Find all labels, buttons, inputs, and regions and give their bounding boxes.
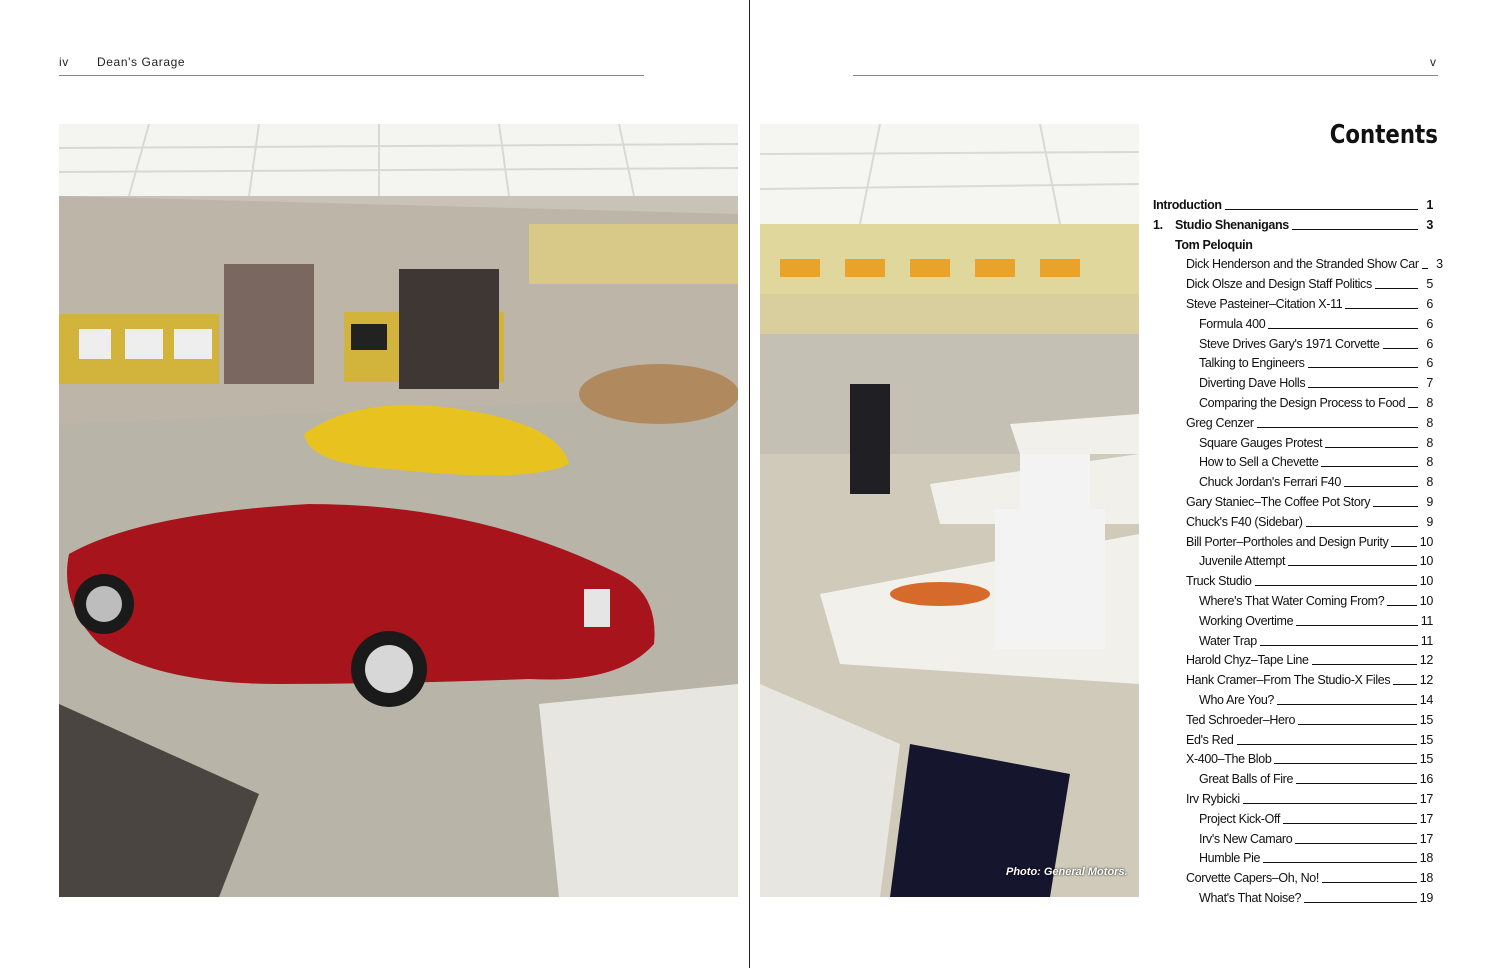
toc-leader-line bbox=[1260, 645, 1418, 646]
toc-entry[interactable] bbox=[1153, 432, 1433, 450]
toc-entry-title: Ed's Red bbox=[1186, 732, 1234, 747]
left-header-rule bbox=[59, 75, 644, 76]
toc-entry-title: Truck Studio bbox=[1186, 574, 1252, 589]
toc-entry-title: Humble Pie bbox=[1199, 851, 1261, 866]
toc-entry[interactable] bbox=[1153, 768, 1433, 786]
toc-entry-title: Where's That Water Coming From? bbox=[1199, 594, 1385, 608]
left-page-number: iv bbox=[59, 55, 69, 69]
toc-entry[interactable] bbox=[1153, 808, 1433, 826]
toc-page-number: 8 bbox=[1426, 475, 1433, 490]
toc-leader-line bbox=[1345, 308, 1418, 309]
toc-entry[interactable] bbox=[1153, 293, 1433, 311]
right-page-number: v bbox=[1430, 55, 1437, 69]
toc-page-number: 8 bbox=[1426, 455, 1433, 470]
toc-entry[interactable] bbox=[1153, 352, 1433, 370]
toc-entry[interactable] bbox=[1153, 669, 1433, 687]
toc-entry[interactable] bbox=[1153, 748, 1433, 766]
toc-page-number: 10 bbox=[1419, 574, 1433, 589]
toc-entry[interactable] bbox=[1153, 333, 1433, 351]
toc-entry[interactable] bbox=[1153, 570, 1433, 588]
running-title: Dean's Garage bbox=[97, 55, 186, 69]
toc-entry[interactable] bbox=[1153, 828, 1433, 846]
toc-entry[interactable] bbox=[1153, 234, 1433, 252]
toc-leader-line bbox=[1277, 704, 1417, 705]
toc-leader-line bbox=[1391, 546, 1416, 547]
toc-entry-title: Great Balls of Fire bbox=[1199, 772, 1294, 787]
toc-page-number: 9 bbox=[1426, 495, 1433, 509]
toc-leader-line bbox=[1393, 684, 1417, 685]
toc-leader-line bbox=[1255, 585, 1417, 586]
toc-entry-title: Dick Olsze and Design Staff Politics bbox=[1186, 277, 1372, 292]
toc-leader-line bbox=[1422, 268, 1428, 269]
toc-leader-line bbox=[1304, 902, 1417, 903]
toc-page-number: 12 bbox=[1419, 653, 1433, 668]
design-studio-photo-left bbox=[59, 124, 738, 897]
toc-entry[interactable] bbox=[1153, 649, 1433, 667]
toc-entry[interactable] bbox=[1153, 194, 1433, 212]
toc-page-number: 18 bbox=[1419, 851, 1433, 866]
toc-entry-title: Chuck Jordan's Ferrari F40 bbox=[1199, 475, 1341, 490]
toc-leader-line bbox=[1344, 486, 1418, 487]
toc-entry-title: How to Sell a Chevette bbox=[1199, 455, 1319, 470]
toc-entry[interactable] bbox=[1153, 590, 1433, 608]
toc-page-number: 17 bbox=[1419, 831, 1433, 846]
toc-page-number: 10 bbox=[1419, 534, 1433, 549]
toc-page-number: 10 bbox=[1419, 594, 1433, 608]
toc-leader-line bbox=[1263, 862, 1417, 863]
toc-entry[interactable] bbox=[1153, 214, 1433, 232]
contents-heading: Contents bbox=[1329, 120, 1438, 150]
right-header-rule bbox=[853, 75, 1438, 76]
toc-page-number: 6 bbox=[1426, 356, 1433, 371]
toc-leader-line bbox=[1292, 229, 1418, 230]
toc-chapter-number: 1. bbox=[1153, 217, 1163, 232]
toc-page-number: 3 bbox=[1426, 217, 1433, 232]
toc-leader-line bbox=[1312, 664, 1417, 665]
toc-entry-title: Juvenile Attempt bbox=[1199, 554, 1286, 569]
toc-leader-line bbox=[1257, 427, 1418, 428]
toc-entry-title: Greg Cenzer bbox=[1186, 415, 1254, 430]
toc-entry-title: Diverting Dave Holls bbox=[1199, 376, 1306, 391]
toc-leader-line bbox=[1283, 823, 1417, 824]
toc-entry-title: Working Overtime bbox=[1199, 613, 1294, 628]
toc-entry[interactable] bbox=[1153, 867, 1433, 885]
toc-entry-title: Irv's New Camaro bbox=[1199, 831, 1293, 846]
toc-page-number: 8 bbox=[1426, 396, 1433, 410]
toc-entry[interactable] bbox=[1153, 689, 1433, 707]
toc-page-number: 6 bbox=[1426, 316, 1433, 331]
toc-entry-title: Studio Shenanigans bbox=[1175, 217, 1289, 232]
toc-entry-title: What's That Noise? bbox=[1199, 891, 1302, 905]
toc-entry[interactable] bbox=[1153, 729, 1433, 747]
toc-entry-title: Steve Drives Gary's 1971 Corvette bbox=[1199, 336, 1380, 351]
toc-entry-title: Formula 400 bbox=[1199, 316, 1266, 331]
toc-entry-title: Square Gauges Protest bbox=[1199, 435, 1323, 450]
toc-entry-title: Irv Rybicki bbox=[1186, 792, 1240, 806]
toc-entry-title: Bill Porter–Portholes and Design Purity bbox=[1186, 534, 1389, 549]
toc-entry[interactable] bbox=[1153, 511, 1433, 529]
toc-leader-line bbox=[1268, 328, 1418, 329]
toc-entry-title: Harold Chyz–Tape Line bbox=[1186, 653, 1309, 668]
toc-entry-title: Who Are You? bbox=[1199, 693, 1275, 707]
toc-entry[interactable] bbox=[1153, 392, 1433, 410]
toc-leader-line bbox=[1295, 843, 1416, 844]
toc-leader-line bbox=[1288, 565, 1417, 566]
toc-entry[interactable] bbox=[1153, 412, 1433, 430]
design-studio-photo-right bbox=[760, 124, 1139, 897]
toc-entry[interactable] bbox=[1153, 313, 1433, 331]
toc-leader-line bbox=[1308, 367, 1418, 368]
studio-illustration bbox=[59, 124, 738, 897]
toc-entry-title: Ted Schroeder–Hero bbox=[1186, 712, 1296, 727]
toc-leader-line bbox=[1322, 882, 1417, 883]
toc-entry[interactable] bbox=[1153, 372, 1433, 390]
book-spine bbox=[749, 0, 750, 968]
toc-entry-title: Project Kick-Off bbox=[1199, 811, 1280, 826]
toc-entry-title: Water Trap bbox=[1199, 633, 1257, 648]
toc-page-number: 15 bbox=[1419, 752, 1433, 767]
toc-page-number: 15 bbox=[1419, 732, 1433, 747]
toc-leader-line bbox=[1383, 348, 1419, 349]
toc-entry-title: Dick Henderson and the Stranded Show Car bbox=[1186, 257, 1419, 272]
toc-entry-title: Steve Pasteiner–Citation X-11 bbox=[1186, 297, 1343, 311]
toc-entry[interactable] bbox=[1153, 471, 1433, 489]
toc-page-number: 10 bbox=[1419, 554, 1433, 569]
toc-page-number: 1 bbox=[1426, 198, 1433, 212]
toc-page-number: 17 bbox=[1419, 811, 1433, 826]
toc-leader-line bbox=[1296, 625, 1418, 626]
toc-page-number: 8 bbox=[1426, 435, 1433, 450]
toc-page-number: 6 bbox=[1426, 297, 1433, 311]
toc-page-number: 19 bbox=[1419, 891, 1433, 905]
toc-entry[interactable] bbox=[1153, 550, 1433, 568]
toc-page-number: 6 bbox=[1426, 336, 1433, 351]
toc-entry[interactable] bbox=[1153, 887, 1433, 905]
toc-page-number: 11 bbox=[1420, 633, 1433, 648]
toc-page-number: 5 bbox=[1426, 277, 1433, 292]
toc-leader-line bbox=[1237, 744, 1417, 745]
toc-entry-title: Tom Peloquin bbox=[1175, 237, 1253, 252]
toc-leader-line bbox=[1373, 506, 1418, 507]
toc-entry[interactable] bbox=[1153, 630, 1433, 648]
toc-page-number: 16 bbox=[1419, 772, 1433, 787]
toc-leader-line bbox=[1387, 605, 1416, 606]
toc-entry-title: Comparing the Design Process to Food bbox=[1199, 396, 1406, 410]
toc-entry[interactable] bbox=[1153, 451, 1433, 469]
toc-entry-title: Talking to Engineers bbox=[1199, 356, 1305, 371]
toc-entry[interactable] bbox=[1153, 253, 1443, 272]
toc-leader-line bbox=[1375, 288, 1418, 289]
toc-page-number: 14 bbox=[1419, 693, 1433, 707]
toc-page-number: 18 bbox=[1419, 871, 1433, 886]
toc-page-number: 7 bbox=[1426, 376, 1433, 391]
toc-entry-title: Gary Staniec–The Coffee Pot Story bbox=[1186, 495, 1371, 509]
toc-page-number: 3 bbox=[1436, 257, 1443, 272]
photo-credit: Photo: General Motors. bbox=[1006, 866, 1128, 878]
toc-entry[interactable] bbox=[1153, 788, 1433, 806]
drafting-room-illustration bbox=[760, 124, 1139, 897]
toc-page-number: 8 bbox=[1426, 415, 1433, 430]
toc-page-number: 17 bbox=[1419, 792, 1433, 806]
toc-page-number: 15 bbox=[1419, 712, 1433, 727]
toc-leader-line bbox=[1321, 466, 1418, 467]
toc-leader-line bbox=[1225, 209, 1418, 210]
toc-leader-line bbox=[1298, 724, 1417, 725]
toc-entry-title: Corvette Capers–Oh, No! bbox=[1186, 871, 1319, 886]
toc-leader-line bbox=[1306, 526, 1418, 527]
toc-leader-line bbox=[1243, 803, 1417, 804]
toc-entry[interactable] bbox=[1153, 531, 1433, 549]
toc-page-number: 11 bbox=[1420, 613, 1433, 628]
toc-leader-line bbox=[1274, 763, 1416, 764]
toc-entry[interactable] bbox=[1153, 610, 1433, 628]
toc-leader-line bbox=[1325, 447, 1418, 448]
toc-entry-title: Chuck's F40 (Sidebar) bbox=[1186, 514, 1303, 529]
toc-page-number: 12 bbox=[1419, 673, 1433, 688]
toc-entry-title: X-400–The Blob bbox=[1186, 752, 1272, 767]
toc-leader-line bbox=[1308, 387, 1418, 388]
toc-entry[interactable] bbox=[1153, 847, 1433, 865]
toc-entry-title: Introduction bbox=[1153, 198, 1222, 212]
toc-entry-title: Hank Cramer–From The Studio-X Files bbox=[1186, 673, 1391, 688]
toc-page-number: 9 bbox=[1426, 514, 1433, 529]
toc-leader-line bbox=[1408, 407, 1418, 408]
toc-entry[interactable] bbox=[1153, 709, 1433, 727]
toc-leader-line bbox=[1296, 783, 1417, 784]
toc-entry[interactable] bbox=[1153, 491, 1433, 509]
toc-entry[interactable] bbox=[1153, 273, 1433, 291]
